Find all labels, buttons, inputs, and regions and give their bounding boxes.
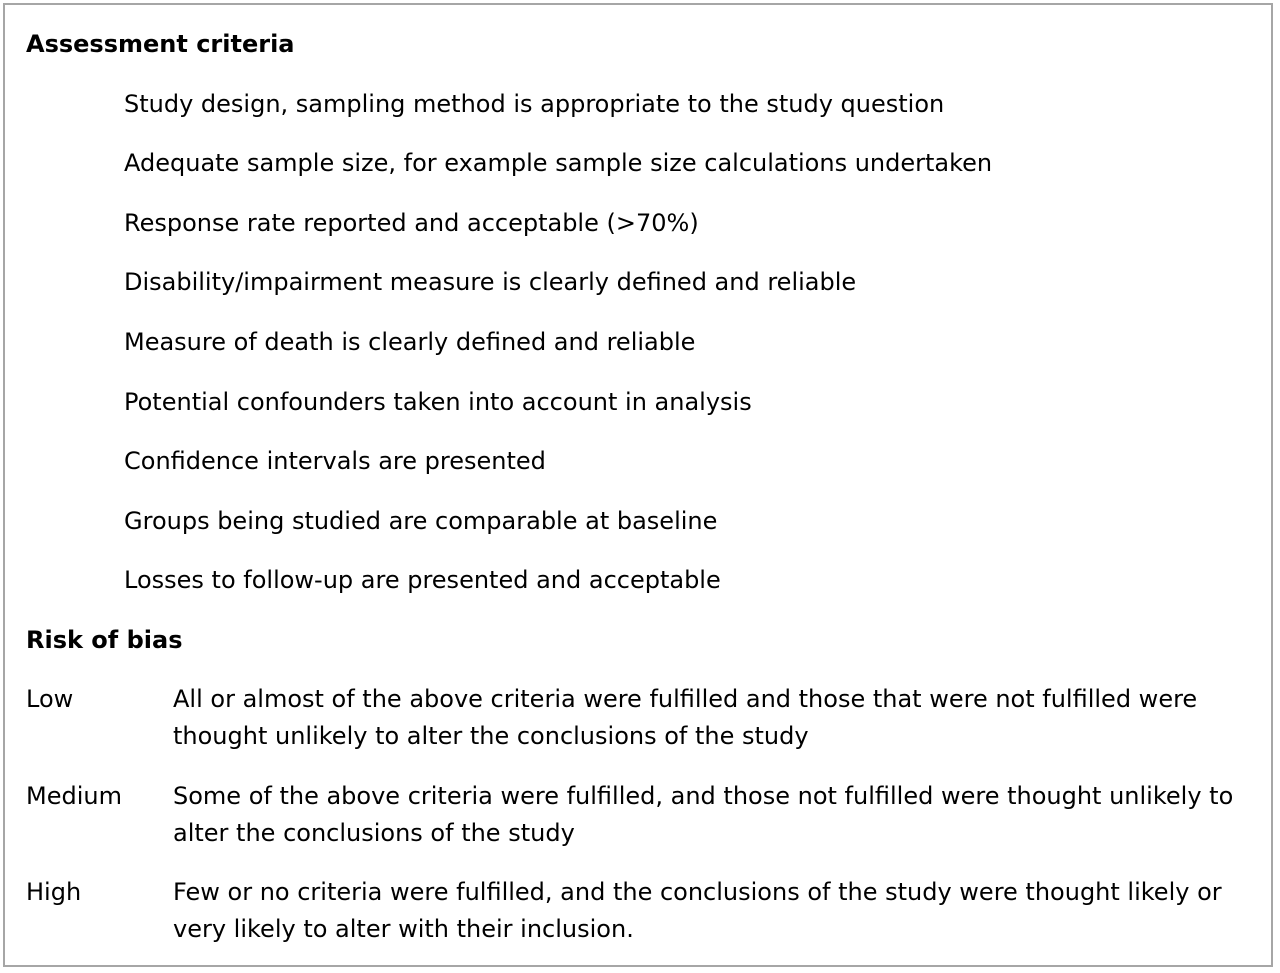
criterion-item: Potential confounders taken into account in analysis xyxy=(124,388,752,416)
risk-level-low: Low xyxy=(26,685,74,713)
criterion-item: Confidence intervals are presented xyxy=(124,447,546,475)
risk-level-high: High xyxy=(26,878,82,906)
risk-of-bias-heading: Risk of bias xyxy=(26,626,183,654)
assessment-criteria-heading: Assessment criteria xyxy=(26,30,295,58)
risk-description-high: Few or no criteria were fulfilled, and the conclusions of the study were thought likely or very likely to alter with their inclusion. xyxy=(173,878,1222,943)
criterion-item: Response rate reported and acceptable (>70%) xyxy=(124,209,699,237)
criterion-item: Study design, sampling method is appropriate to the study question xyxy=(124,90,945,118)
criterion-item: Groups being studied are comparable at baseline xyxy=(124,507,718,535)
criterion-item: Losses to follow-up are presented and acceptable xyxy=(124,566,721,594)
risk-level-medium: Medium xyxy=(26,782,122,810)
risk-description-medium: Some of the above criteria were fulfilled, and those not fulfilled were thought unlikely to alter the conclusions of the study xyxy=(173,782,1234,847)
criterion-item: Adequate sample size, for example sample size calculations undertaken xyxy=(124,149,993,177)
criterion-item: Measure of death is clearly defined and reliable xyxy=(124,328,696,356)
risk-description-low: All or almost of the above criteria were fulfilled and those that were not fulfilled were thought unlikely to alter the conclusions of the study xyxy=(173,685,1198,750)
criterion-item: Disability/impairment measure is clearly defined and reliable xyxy=(124,268,857,296)
